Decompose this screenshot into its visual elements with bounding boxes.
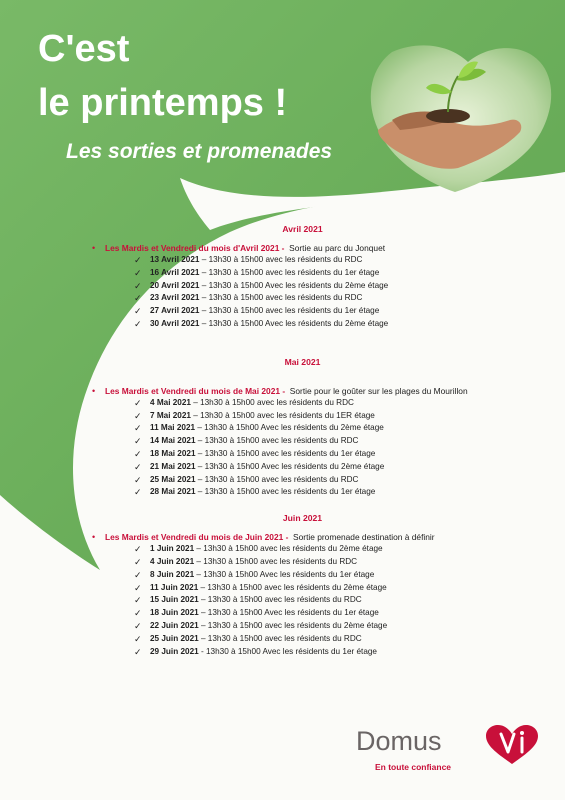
check-icon: ✓ bbox=[134, 293, 142, 304]
logo-name: Domus bbox=[356, 726, 442, 756]
check-icon: ✓ bbox=[134, 255, 142, 265]
title-line-2: le printemps ! bbox=[38, 82, 288, 124]
list-item: ✓ 11 Mai 2021 – 13h30 à 15h00 Avec les résidents du 2ème étage bbox=[134, 423, 384, 434]
month-heading-may: Mai 2021 bbox=[284, 356, 321, 367]
list-item: ✓ 28 Mai 2021 – 13h30 à 15h00 avec les résidents du 1er étage bbox=[134, 487, 376, 498]
list-item: ✓ 14 Mai 2021 – 13h30 à 15h00 avec les résidents du RDC bbox=[134, 436, 359, 447]
check-icon: ✓ bbox=[134, 474, 142, 485]
list-item: ✓ 4 Mai 2021 – 13h30 à 15h00 avec les résidents du RDC bbox=[134, 397, 354, 408]
title-line-1: C'est bbox=[38, 28, 130, 70]
list-item: ✓ 18 Mai 2021 – 13h30 à 15h00 avec les résidents du 1er étage bbox=[134, 448, 376, 459]
list-item: ✓ 23 Avril 2021 – 13h30 à 15h00 avec les résidents du RDC bbox=[134, 293, 363, 304]
month-desc: Sortie promenade destination à définir bbox=[293, 532, 435, 543]
schedule-content bbox=[0, 222, 565, 658]
month-lead: Les Mardis et Vendredi du mois de Mai 2021 - bbox=[105, 385, 286, 396]
check-icon: ✓ bbox=[134, 448, 142, 459]
check-icon: ✓ bbox=[134, 595, 142, 606]
check-icon: ✓ bbox=[134, 436, 142, 447]
check-icon: ✓ bbox=[134, 461, 142, 472]
list-item: ✓ 7 Mai 2021 – 13h30 à 15h00 avec les résidents du 1ER étage bbox=[134, 410, 375, 421]
list-item: ✓ 13 Avril 2021 – 13h30 à 15h00 avec les résidents du RDC bbox=[134, 255, 363, 265]
list-item: ✓ 27 Avril 2021 – 13h30 à 15h00 avec les résidents du 1er étage bbox=[134, 306, 380, 317]
check-icon: ✓ bbox=[134, 487, 142, 498]
check-icon: ✓ bbox=[134, 280, 142, 291]
check-icon: ✓ bbox=[134, 569, 142, 580]
bullet-icon: • bbox=[92, 385, 96, 396]
month-heading-april: Avril 2021 bbox=[282, 224, 323, 234]
list-item: ✓ 20 Avril 2021 – 13h30 à 15h00 Avec les résidents du 2ème étage bbox=[134, 280, 389, 291]
check-icon: ✓ bbox=[134, 608, 142, 619]
month-lead: Les Mardis et Vendredi du mois de Juin 2021 - bbox=[105, 532, 289, 543]
month-intro-april bbox=[0, 242, 565, 254]
logo-tagline: En toute confiance bbox=[375, 762, 452, 772]
list-item: ✓ 8 Juin 2021 – 13h30 à 15h00 Avec les résidents du 1er étage bbox=[134, 569, 375, 580]
list-item: ✓ 1 Juin 2021 – 13h30 à 15h00 avec les résidents du 2ème étage bbox=[134, 544, 383, 555]
month-desc: Sortie pour le goûter sur les plages du Mourillon bbox=[289, 385, 468, 396]
check-icon: ✓ bbox=[134, 620, 142, 631]
check-icon: ✓ bbox=[134, 423, 142, 434]
list-item: ✓ 16 Avril 2021 – 13h30 à 15h00 avec les résidents du 1er étage bbox=[134, 267, 380, 278]
check-icon: ✓ bbox=[134, 633, 142, 644]
check-icon: ✓ bbox=[134, 397, 142, 408]
month-intro-may bbox=[0, 385, 565, 397]
list-item: ✓ 15 Juin 2021 – 13h30 à 15h00 avec les résidents du RDC bbox=[134, 595, 362, 606]
list-item: ✓ 25 Mai 2021 – 13h30 à 15h00 avec les résidents du RDC bbox=[134, 474, 359, 485]
check-icon: ✓ bbox=[134, 544, 142, 555]
list-item: ✓ 4 Juin 2021 – 13h30 à 15h00 avec les résidents du RDC bbox=[134, 556, 358, 567]
list-item: ✓ 11 Juin 2021 – 13h30 à 15h00 avec les résidents du 2ème étage bbox=[134, 582, 387, 593]
check-icon: ✓ bbox=[134, 556, 142, 567]
check-icon: ✓ bbox=[134, 410, 142, 421]
list-item: ✓ 18 Juin 2021 – 13h30 à 15h00 Avec les résidents du 1er étage bbox=[134, 608, 379, 619]
month-lead: Les Mardis et Vendredi du mois d'Avril 2021 - bbox=[105, 243, 285, 253]
list-item: ✓ 22 Juin 2021 – 13h30 à 15h00 avec les résidents du 2ème étage bbox=[134, 620, 388, 631]
check-icon: ✓ bbox=[134, 267, 142, 278]
list-item: ✓ 30 Avril 2021 – 13h30 à 15h00 Avec les résidents du 2ème étage bbox=[134, 318, 389, 329]
check-icon: ✓ bbox=[134, 582, 142, 593]
month-desc: Sortie au parc du Jonquet bbox=[289, 243, 386, 253]
heart-logo-icon bbox=[484, 724, 540, 766]
bullet-icon: • bbox=[92, 243, 96, 253]
check-icon: ✓ bbox=[134, 646, 142, 657]
list-item: ✓ 25 Juin 2021 – 13h30 à 15h00 avec les résidents du RDC bbox=[134, 633, 362, 644]
check-icon: ✓ bbox=[134, 318, 142, 329]
domusvi-logo bbox=[356, 722, 546, 778]
list-item: ✓ 21 Mai 2021 – 13h30 à 15h00 Avec les résidents du 2ème étage bbox=[134, 461, 385, 472]
bullet-icon: • bbox=[92, 532, 96, 543]
month-heading-june: Juin 2021 bbox=[282, 513, 323, 524]
check-icon: ✓ bbox=[134, 306, 142, 317]
subtitle: Les sorties et promenades bbox=[66, 140, 333, 163]
month-intro-june bbox=[0, 531, 565, 543]
list-item: ✓ 29 Juin 2021 - 13h30 à 15h00 Avec les résidents du 1er étage bbox=[134, 646, 377, 657]
